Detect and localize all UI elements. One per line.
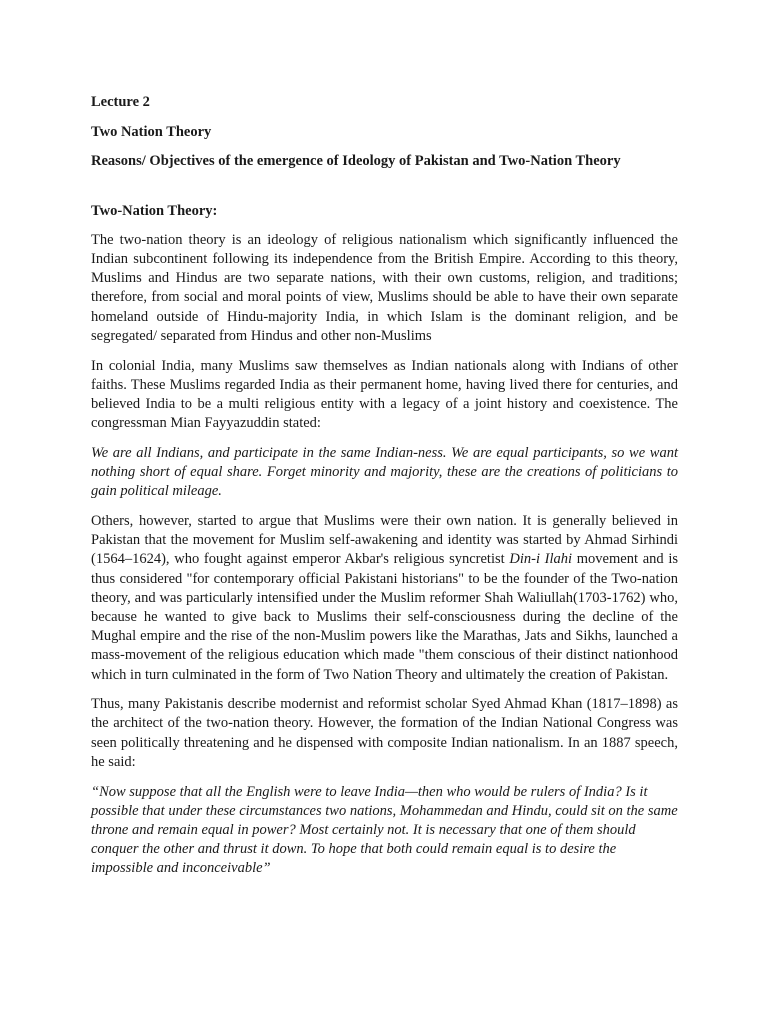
paragraph-syed-ahmad-khan: Thus, many Pakistanis describe modernist and reformist scholar Syed Ahmad Khan (1817–1898) as the architect of the two-nation theory. However, the formation of the Indian National Congress was seen politically threatening and he dispensed with composite Indian nationalism. In an 1887 speech, he said: (91, 696, 678, 770)
paragraph-colonial-india: In colonial India, many Muslims saw themselves as Indian nationals along with Indians of other faiths. These Muslims regarded India as their permanent home, having lived there for centuries, and believed India to be a multi religious entity with a legacy of a joint history and coexistence. The congressman Mian Fayyazuddin stated: (91, 357, 678, 432)
paragraph-definition: The two-nation theory is an ideology of religious nationalism which significantly influenced the Indian subcontinent following its independence from the British Empire. According to this theory, Muslims and Hindus are two separate nations, with their own customs, religion, and traditions; therefore, from social and moral points of view, Muslims should be able to have their own separate homeland outside of Hindu-majority India, in which Islam is the dominant religion, and be segregated/ separated from Hindus and other non-Muslims (91, 231, 678, 344)
document-page (91, 93, 678, 889)
quote-fayyazuddin: We are all Indians, and participate in the same Indian-ness. We are equal participants, so we want nothing short of equal share. Forget minority and majority, these are the creations of politicians to gain political mileage. (91, 444, 678, 500)
paragraph-sirhindi-part2: movement and is thus considered "for contemporary official Pakistani historians" to be the founder of the Two-nation theory, and was particularly intensified under the Muslim reformer Shah Waliullah(1703-1762) who, because he wanted to give back to Muslims their self-consciousness during the decline of the Mughal empire and the rise of the non-Muslim powers like the Marathas, Jats and Sikhs, launched a mass-movement of the religious education which made "them conscious of their distinct nationhood which in turn culminated in the form of Two Nation Theory and ultimately the creation of Pakistan. (91, 551, 678, 683)
din-i-ilahi-term: Din-i Ilahi (509, 551, 573, 568)
section-heading: Two-Nation Theory: (91, 202, 218, 219)
paragraph-sirhindi-part1: Others, however, started to argue that Muslims were their own nation. It is generally believed in Pakistan that the movement for Muslim self-awakening and identity was started by Ahmad Sirhindi (1564–1624), who fought against emperor Akbar's religious syncretist (91, 512, 678, 568)
quote-1887-speech: “Now suppose that all the English were to leave India—then who would be rulers of India? Is it possible that under these circumstances two nations, Mohammedan and Hindu, could sit on the same throne and remain equal in power? Most certainly not. It is necessary that one of them should conquer the other and thrust it down. To hope that both could remain equal is to desire the impossible and inconceivable” (91, 783, 678, 877)
lecture-number: Lecture 2 (91, 94, 150, 110)
lecture-title: Two Nation Theory (91, 123, 212, 140)
lecture-subtitle: Reasons/ Objectives of the emergence of Ideology of Pakistan and Two-Nation Theory (91, 153, 621, 170)
paragraph-sirhindi (91, 512, 678, 685)
